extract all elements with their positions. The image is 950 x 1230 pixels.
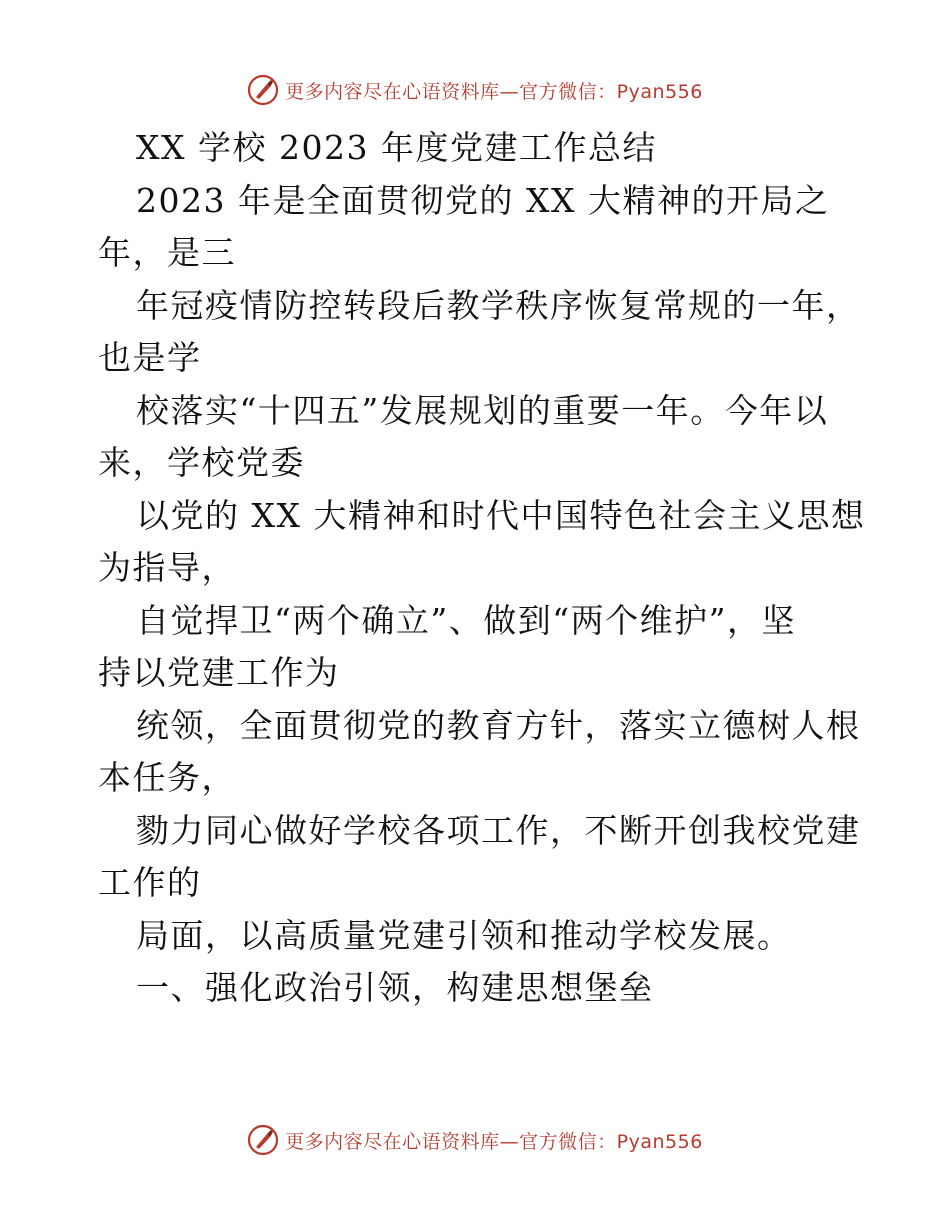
paragraph-line: 勠力同心做好学校各项工作，不断开创我校党建	[136, 810, 861, 850]
paragraph-line: 本任务，	[98, 758, 236, 797]
paragraph-line: 校落实“十四五”发展规划的重要一年。今年以	[136, 390, 829, 430]
paragraph-line: 统领，全面贯彻党的教育方针，落实立德树人根	[136, 705, 861, 745]
watermark-text: 更多内容尽在心语资料库—官方微信：Pyan556	[285, 1130, 703, 1153]
watermark-banner-top	[0, 68, 950, 112]
paragraph-line: 工作的	[98, 863, 202, 902]
watermark-banner-bottom	[0, 1118, 950, 1162]
paragraph-line: 也是学	[98, 338, 202, 377]
paragraph-line: 以党的 XX 大精神和时代中国特色社会主义思想	[136, 495, 866, 535]
paragraph-line: 持以党建工作为	[98, 653, 340, 692]
paragraph-line: 为指导，	[98, 548, 236, 587]
paragraph-line: 年，是三	[98, 233, 236, 272]
paragraph-line: 来，学校党委	[98, 443, 305, 482]
quill-pen-icon	[247, 74, 279, 106]
document-title: XX 学校 2023 年度党建工作总结	[136, 128, 657, 167]
paragraph-line: 自觉捍卫“两个确立”、做到“两个维护”，坚	[136, 600, 796, 640]
quill-pen-icon	[247, 1124, 279, 1156]
paragraph-line: 年冠疫情防控转段后教学秩序恢复常规的一年，	[136, 285, 861, 325]
watermark-text: 更多内容尽在心语资料库—官方微信：Pyan556	[285, 80, 703, 103]
document-body	[98, 122, 866, 1015]
paragraph-line: 2023 年是全面贯彻党的 XX 大精神的开局之	[136, 180, 830, 220]
section-heading: 一、强化政治引领，构建思想堡垒	[136, 968, 654, 1007]
paragraph-line: 局面，以高质量党建引领和推动学校发展。	[136, 915, 792, 955]
